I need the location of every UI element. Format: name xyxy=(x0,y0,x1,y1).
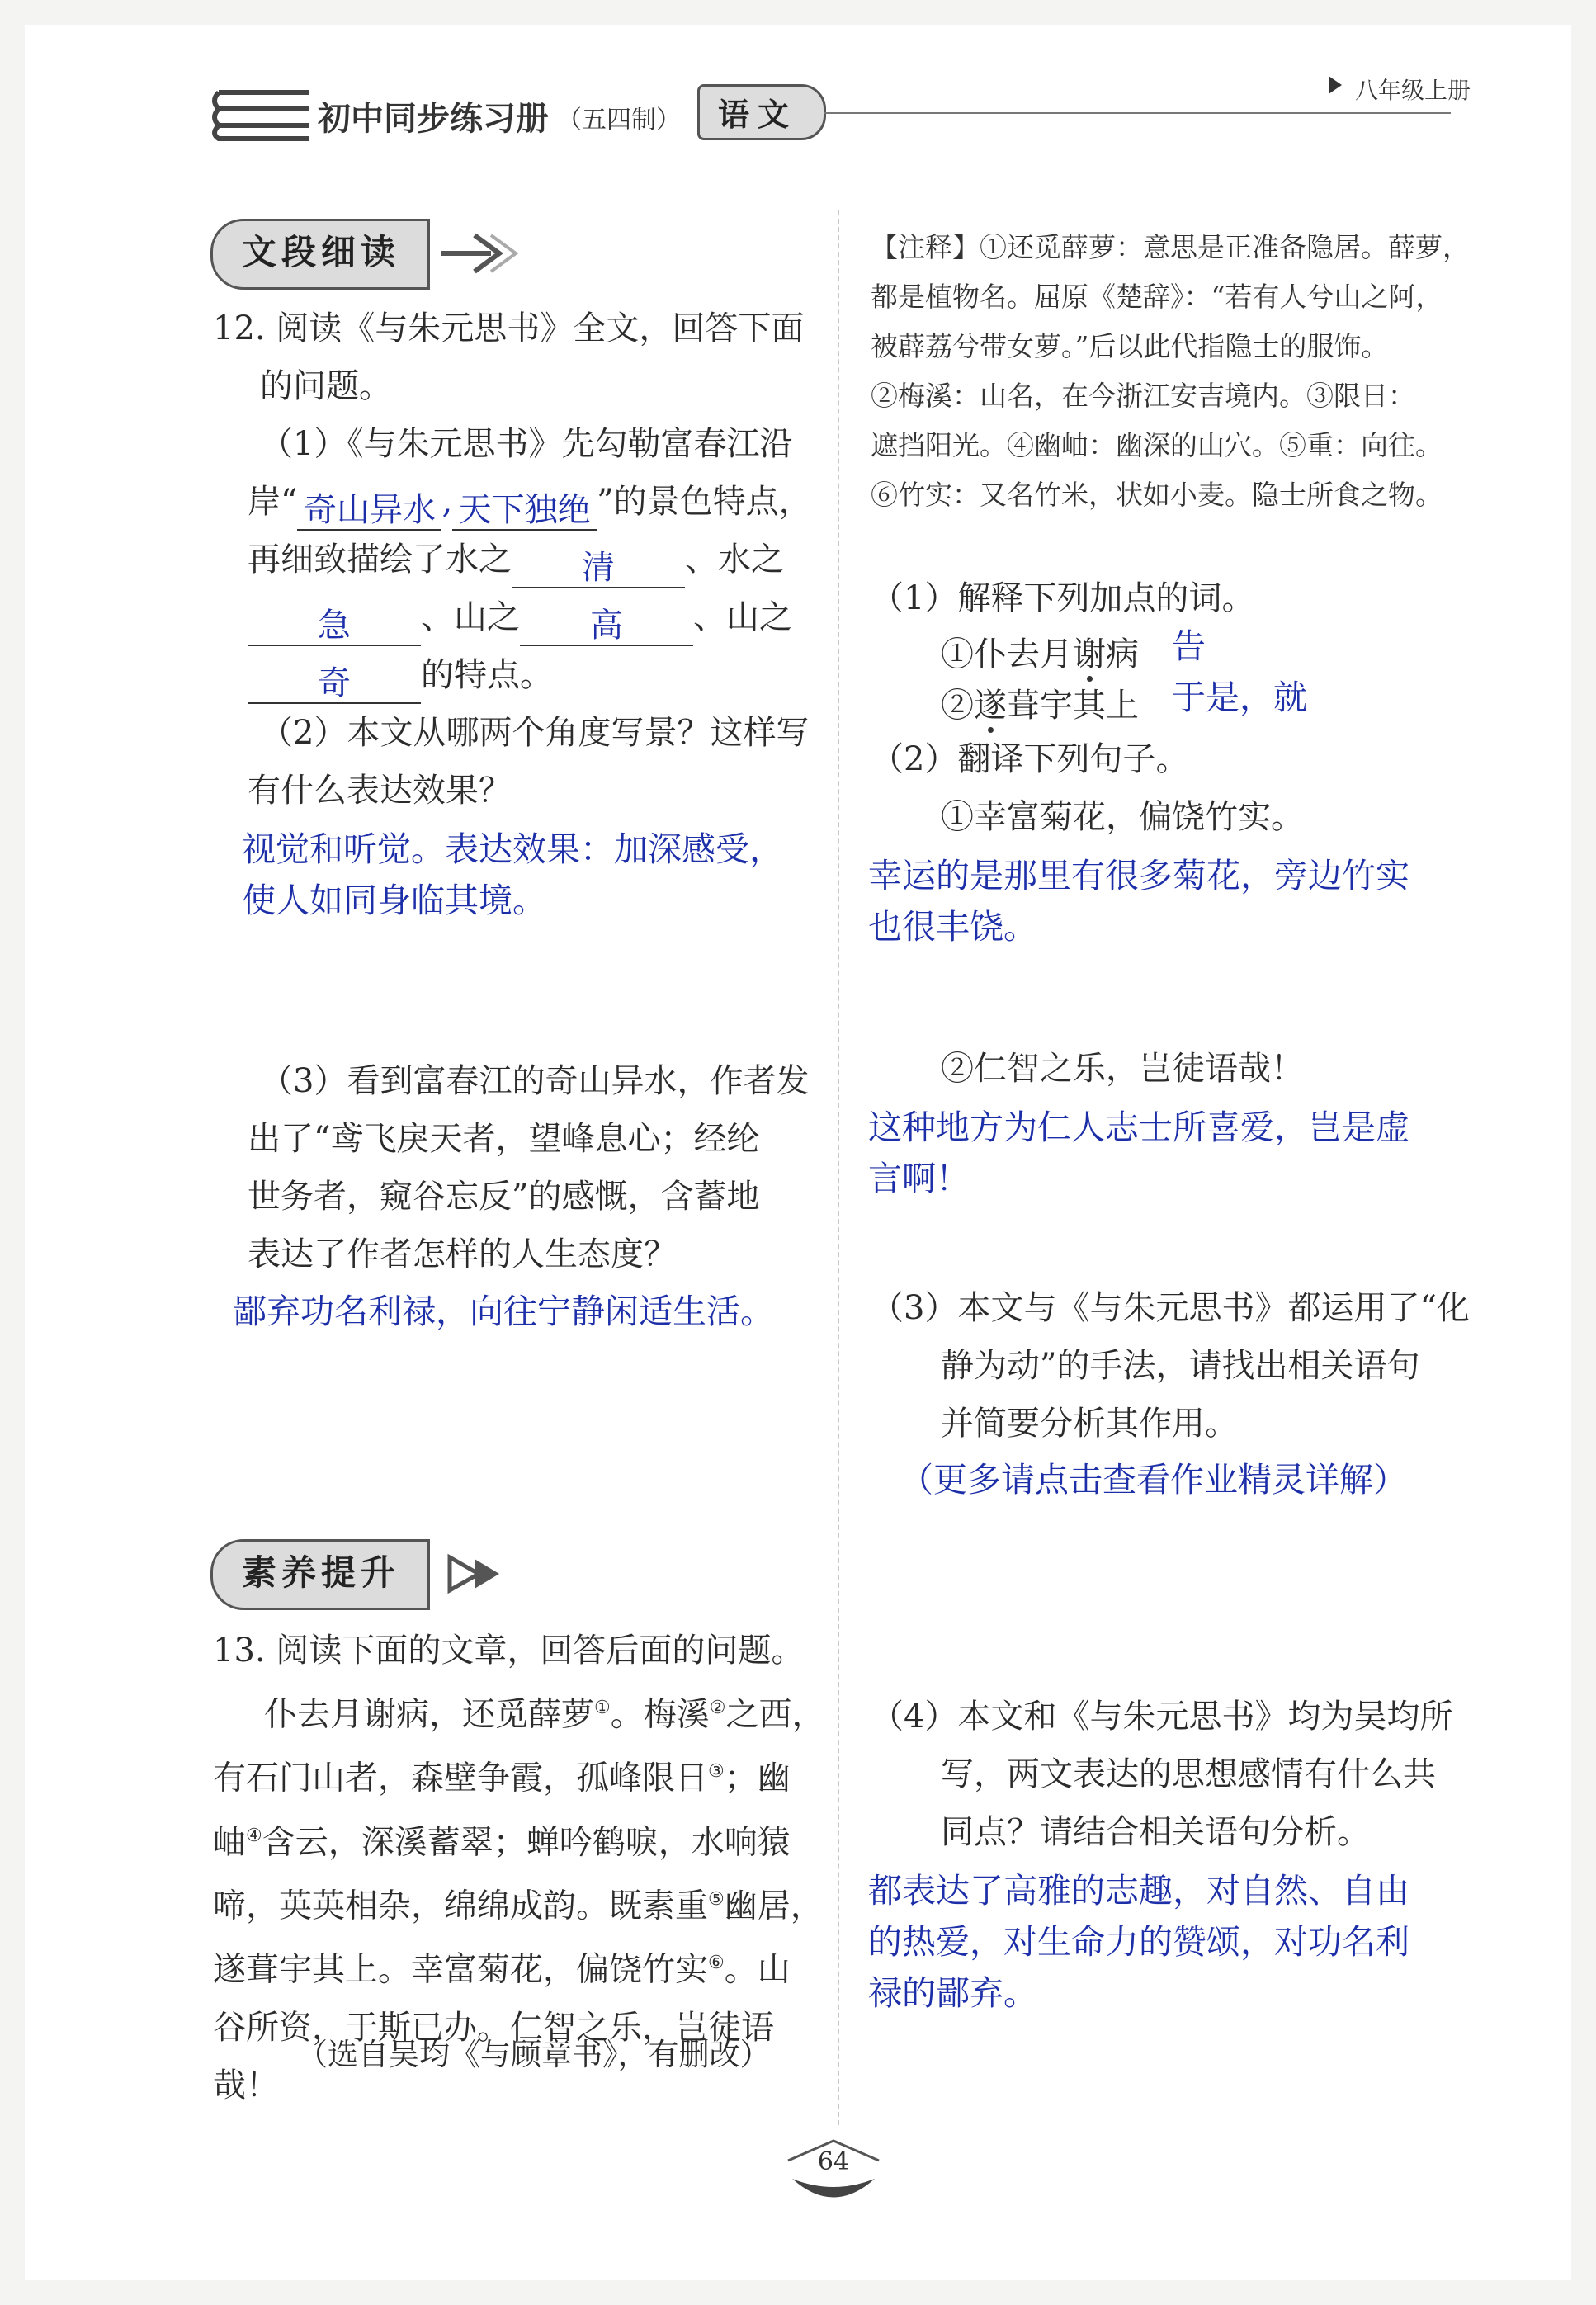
r2-sentence2-answer-line2: 言啊！ xyxy=(868,1159,970,1198)
r3-answer-link[interactable]: （更多请点击查看作业精灵详解） xyxy=(900,1460,1407,1500)
note-line: 被薜荔兮带女萝。”后以此代指隐士的服饰。 xyxy=(871,330,1389,362)
q12-stem-line2: 的问题。 xyxy=(260,367,392,405)
blank-water-2: 急 xyxy=(248,607,421,646)
q12-p3-line4: 表达了作者怎样的人生态度？ xyxy=(248,1235,677,1273)
r4-line2: 写，两文表达的思想感情有什么共 xyxy=(941,1755,1436,1793)
r4-line3: 同点？请结合相关语句分析。 xyxy=(941,1813,1370,1851)
passage-line: 啼，英英相杂，绵绵成韵。既素重⑤幽居， xyxy=(213,1887,824,1925)
annotations-block xyxy=(871,223,1514,520)
book-title: 初中同步练习册 xyxy=(318,100,549,138)
note-line: 遮挡阳光。④幽岫：幽深的山穴。⑤重：向往。 xyxy=(871,429,1443,461)
passage-line: 遂葺宇其上。幸富菊花，偏饶竹实⑥。山 xyxy=(213,1950,791,1989)
q12-p1-line4: 急 、山之 高 、山之 xyxy=(248,588,792,646)
q13-stem: 13. 阅读下面的文章，回答后面的问题。 xyxy=(213,1632,805,1670)
r2-sentence1-answer-line1: 幸运的是那里有很多菊花，旁边竹实 xyxy=(868,856,1409,895)
blank-mountain-1: 高 xyxy=(520,607,693,646)
r2-sentence2: ②仁智之乐，岂徒语哉！ xyxy=(941,1050,1304,1088)
r2-title: （2）翻译下列句子。 xyxy=(871,740,1189,778)
dotted-word: 谢 xyxy=(1073,635,1106,673)
q12-p3-line3: 世务者，窥谷忘反”的感慨，含蓄地 xyxy=(248,1178,760,1216)
q12-p3-line2: 出了“鸢飞戾天者，望峰息心；经纶 xyxy=(248,1120,760,1158)
q12-p1-line2: 岸“ 奇山异水 , 天下独绝 ”的景色特点， xyxy=(248,483,812,529)
grade-label: 八年级上册 xyxy=(1355,77,1471,104)
note-line: 【注释】①还觅薛萝：意思是正准备隐居。薛萝， xyxy=(871,231,1470,263)
r1-item2-answer: 于是，就 xyxy=(1172,678,1307,717)
column-divider xyxy=(838,210,839,2125)
r3-line2: 静为动”的手法，请找出相关语句 xyxy=(941,1347,1420,1385)
q12-p3-answer: 鄙弃功名利禄，向往宁静闲适生活。 xyxy=(233,1292,774,1331)
q12-p2-line1: （2）本文从哪两个角度写景？这样写 xyxy=(260,714,810,752)
r1-item2: ②遂葺宇其上 xyxy=(941,687,1139,725)
header-rule xyxy=(824,112,1451,114)
passage-line: 谷所资，于斯已办。仁智之乐，岂徒语哉！ xyxy=(213,2008,774,2104)
header-book-icon xyxy=(210,84,318,142)
q12-stem-line1: 12. 阅读《与朱元思书》全文，回答下面 xyxy=(213,309,805,347)
q12-p2-line2: 有什么表达效果？ xyxy=(248,772,512,810)
blank-overall-b: 天下独绝 xyxy=(452,491,597,531)
passage-source: （选自吴均《与顾章书》，有删改） xyxy=(297,2037,771,2072)
note-line: ②梅溪：山名，在今浙江安吉境内。③限日： xyxy=(871,380,1415,412)
note-line: 都是植物名。屈原《楚辞》：“若有人兮山之阿， xyxy=(871,281,1443,313)
note-line: ⑥竹实：又名竹米，状如小麦。隐士所食之物。 xyxy=(871,479,1443,511)
q12-p2-answer-line2: 使人如同身临其境。 xyxy=(242,881,546,920)
r4-answer-line3: 禄的鄙弃。 xyxy=(868,1973,1037,2013)
blank-mountain-2: 奇 xyxy=(248,664,421,704)
arrow-icon xyxy=(433,227,524,280)
dotted-word: 遂 xyxy=(974,687,1007,725)
section-header-close-reading: 文段细读 xyxy=(210,219,557,286)
arrow-icon xyxy=(433,1547,524,1600)
section-header-skills-boost: 素养提升 xyxy=(210,1539,541,1607)
r4-line1: （4）本文和《与朱元思书》均为吴均所 xyxy=(871,1698,1453,1736)
r2-sentence2-answer-line1: 这种地方为仁人志士所喜爱，岂是虚 xyxy=(868,1108,1409,1147)
q12-p1-line1: （1）《与朱元思书》先勾勒富春江沿 xyxy=(260,425,793,463)
subject-label: 语文 xyxy=(718,97,798,133)
passage-line: 岫④含云，深溪蓄翠；蝉吟鹤唳，水响猿 xyxy=(213,1822,791,1861)
r1-item1: ①仆去月谢病 xyxy=(941,635,1139,673)
blank-water-1: 清 xyxy=(512,549,685,588)
r3-line3: 并简要分析其作用。 xyxy=(941,1405,1238,1443)
r1-item1-answer: 告 xyxy=(1172,626,1206,666)
q12-p1-line3: 再细致描绘了水之 清 、水之 xyxy=(248,541,784,587)
r2-sentence1: ①幸富菊花，偏饶竹实。 xyxy=(941,798,1304,836)
r2-sentence1-answer-line2: 也很丰饶。 xyxy=(868,907,1037,947)
workbook-page xyxy=(25,25,1571,2280)
blank-overall-a: 奇山异水 xyxy=(297,491,441,531)
q12-p1-line5: 奇 的特点。 xyxy=(248,646,553,704)
r4-answer-line1: 都表达了高雅的志趣，对自然、自由 xyxy=(868,1871,1409,1911)
q12-p2-answer-line1: 视觉和听觉。表达效果：加深感受， xyxy=(242,829,783,869)
page-number: 64 xyxy=(817,2147,850,2176)
triangle-icon xyxy=(1329,76,1342,94)
q12-p3-line1: （3）看到富春江的奇山异水，作者发 xyxy=(260,1062,810,1100)
r3-line1: （3）本文与《与朱元思书》都运用了“化 xyxy=(871,1289,1470,1327)
passage-line: 有石门山者，森壁争霞，孤峰限日③；幽 xyxy=(213,1759,791,1797)
r4-answer-line2: 的热爱，对生命力的赞颂，对功名利 xyxy=(868,1922,1409,1962)
edition-label: （五四制） xyxy=(557,106,681,135)
r1-title: （1）解释下列加点的词。 xyxy=(871,579,1255,617)
passage-line: 仆去月谢病，还觅薛萝①。梅溪②之西， xyxy=(264,1695,825,1734)
